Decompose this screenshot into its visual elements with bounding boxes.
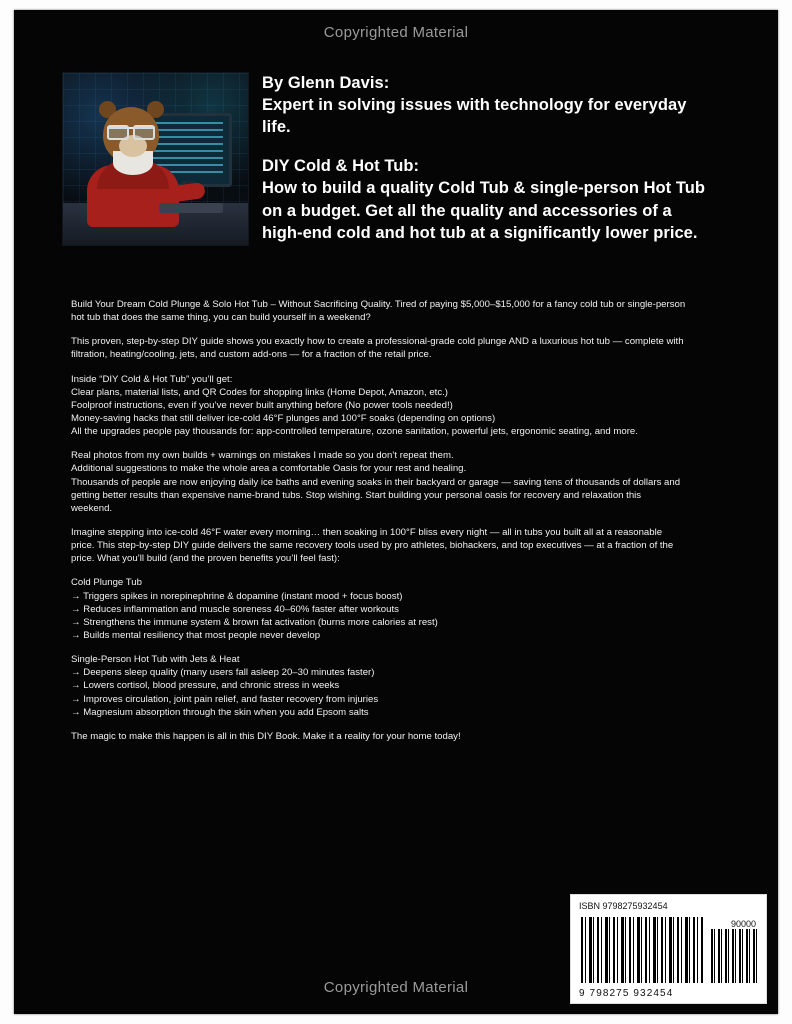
glasses-lens-right: [133, 125, 155, 140]
isbn-label: ISBN 9798275932454: [579, 901, 668, 911]
text-line: Inside “DIY Cold & Hot Tub” you’ll get:: [71, 373, 233, 385]
text-line: → Triggers spikes in norepinephrine & dopamine (instant mood + focus boost): [71, 590, 403, 602]
text-line: hot tub that does the same thing, you can build yourself in a weekend?: [71, 312, 371, 324]
author-description-line-2: life.: [262, 118, 291, 137]
text-line: Clear plans, material lists, and QR Codes for shopping links (Home Depot, Amazon, etc.): [71, 386, 448, 398]
book-subtitle-line-1: How to build a quality Cold Tub & single-person Hot Tub: [262, 179, 706, 198]
paragraph-closing-call-to-action: [71, 730, 743, 743]
barcode-bars-addon: [711, 929, 757, 983]
text-line: This proven, step-by-step DIY guide shows you exactly how to create a professional-grade cold plunge AND a luxurious hot tub — complete with: [71, 336, 684, 348]
book-title-line: DIY Cold & Hot Tub:: [262, 157, 420, 176]
text-line: getting better results than expensive name-brand tubs. Stop wishing. Start building your personal oasis for recovery and relaxation this: [71, 489, 642, 501]
text-line: All the upgrades people pay thousands for: app-controlled temperature, ozone sanitation, powerful jets, ergonomic seating, and more.: [71, 426, 638, 438]
text-line: filtration, heating/cooling, jets, and custom add-ons — for a fraction of the retail price.: [71, 349, 432, 361]
text-line: Imagine stepping into ice-cold 46°F water every morning… then soaking in 100°F bliss every night — all in tubs you built all at a reasonable: [71, 526, 663, 538]
text-line: → Reduces inflammation and muscle soreness 40–60% faster after workouts: [71, 603, 399, 615]
text-line: Additional suggestions to make the whole area a comfortable Oasis for your rest and healing.: [71, 463, 467, 475]
paragraph-guide-overview: [71, 335, 743, 361]
text-line: Build Your Dream Cold Plunge & Solo Hot Tub – Without Sacrificing Quality. Tired of paying $5,000–$15,000 for a fancy cold tub or single-person: [71, 299, 686, 310]
barcode-bars-main: [581, 917, 703, 983]
back-cover-body-copy: [71, 298, 743, 754]
book-subtitle-line-3: high-end cold and hot tub at a significantly lower price.: [262, 223, 698, 242]
text-line: Thousands of people are now enjoying daily ice baths and evening soaks in their backyard or garage — saving tens of thousands of dollars and: [71, 476, 681, 488]
paragraph-imagine: [71, 526, 743, 565]
paragraph-photos-and-results: [71, 449, 743, 515]
author-name-line: By Glenn Davis:: [262, 74, 390, 92]
text-line: price. What you’ll build (and the proven benefits you’ll feel fast):: [71, 553, 340, 565]
author-illustration: [62, 72, 249, 246]
price-code-label: 90000: [730, 919, 756, 929]
paragraph-intro: [71, 298, 743, 324]
barcode-digits: 9 798275 932454: [579, 988, 674, 999]
text-line: Foolproof instructions, even if you’ve never built anything before (No power tools needed!): [71, 399, 453, 411]
text-line: → Deepens sleep quality (many users fall asleep 20–30 minutes faster): [71, 667, 375, 679]
paragraph-cold-plunge-benefits: [71, 576, 743, 642]
author-description-line-1: Expert in solving issues with technology for everyday: [262, 96, 687, 115]
watermark-bottom: Copyrighted Material: [323, 979, 469, 996]
section-heading: Single-Person Hot Tub with Jets & Heat: [71, 654, 240, 666]
headline-spacer: [262, 138, 742, 155]
watermark-top: Copyrighted Material: [323, 24, 469, 41]
text-line: → Strengthens the immune system & brown fat activation (burns more calories at rest): [71, 616, 438, 628]
text-line: → Lowers cortisol, blood pressure, and chronic stress in weeks: [71, 680, 340, 692]
book-subtitle-line-2: on a budget. Get all the quality and accessories of a: [262, 201, 672, 220]
text-line: price. This step-by-step DIY guide delivers the same recovery tools used by pro athletes, biohackers, and top executives — at a fraction of the: [71, 540, 674, 552]
keyboard-shape: [159, 203, 223, 213]
text-line: The magic to make this happen is all in this DIY Book. Make it a reality for your home today!: [71, 730, 461, 742]
glasses-lens-left: [107, 125, 129, 140]
text-line: Real photos from my own builds + warnings on mistakes I made so you don’t repeat them.: [71, 450, 454, 462]
paragraph-hot-tub-benefits: [71, 653, 743, 719]
back-cover: [14, 10, 778, 1014]
paragraph-inside-list: [71, 373, 743, 439]
text-line: weekend.: [71, 502, 113, 514]
section-heading: Cold Plunge Tub: [71, 577, 142, 589]
text-line: → Magnesium absorption through the skin when you add Epsom salts: [71, 706, 369, 718]
text-line: → Improves circulation, joint pain relief, and faster recovery from injuries: [71, 693, 379, 705]
headline-block: [262, 72, 742, 244]
text-line: → Builds mental resiliency that most people never develop: [71, 629, 321, 641]
text-line: Money-saving hacks that still deliver ice-cold 46°F plunges and 100°F soaks (depending on options): [71, 412, 496, 424]
